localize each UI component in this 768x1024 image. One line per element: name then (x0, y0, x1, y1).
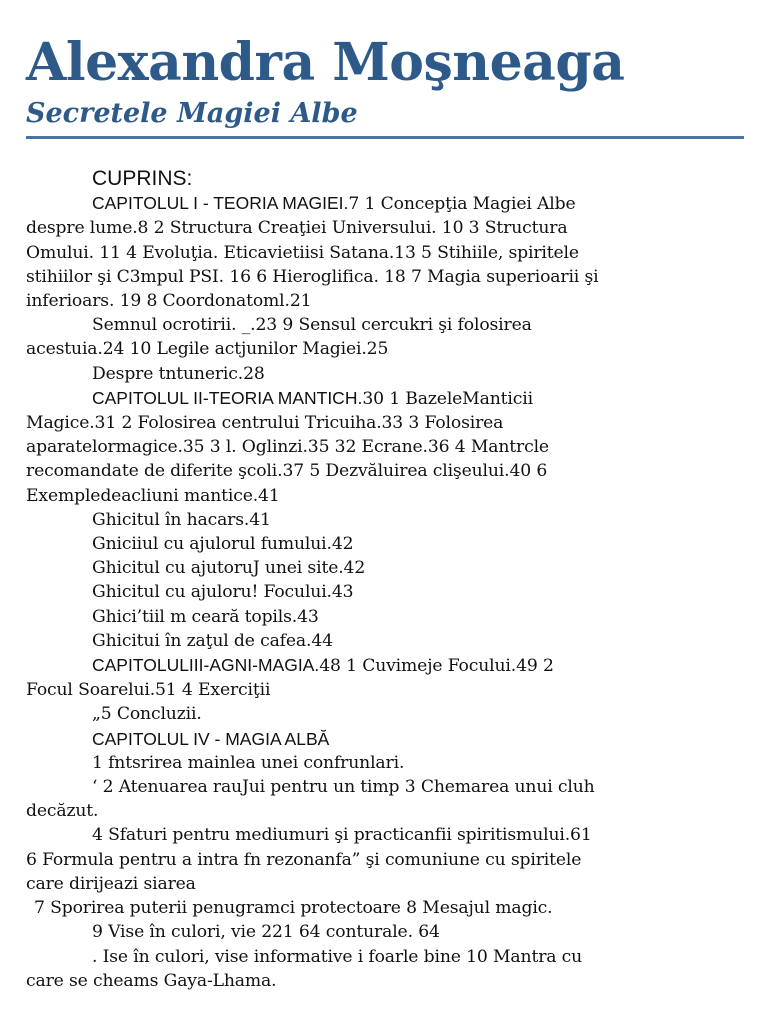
toc-text: 7 1 Concepţia Magiei Albe (348, 194, 576, 215)
toc-line: Ghicitul cu ajutoruJ unei site.42 (92, 558, 366, 579)
toc-line: „5 Concluzii. (92, 704, 202, 725)
toc-line (26, 191, 746, 216)
toc-line: Gniciiul cu ajulorul fumului.42 (92, 534, 354, 555)
toc-line: . Ise în culori, vise informative i foarle bine 10 Mantra cu (92, 946, 583, 967)
toc-line: Ghicitul cu ajuloru! Focului.43 (92, 582, 354, 603)
toc-line: aparatelormagice.35 3 l. Oglinzi.35 32 Ecrane.36 4 Mantrcle (26, 437, 549, 458)
toc-line: decăzut. (26, 801, 99, 822)
toc-line: Focul Soarelui.51 4 Exerciţii (26, 680, 271, 701)
author-name: Alexandra Moşneaga (26, 32, 625, 93)
toc-line: Ghicitul în hacars.41 (92, 509, 271, 530)
toc-line: acestuia.24 10 Legile actjunilor Magiei.25 (26, 339, 389, 360)
toc-line: Omului. 11 4 Evoluţia. Eticavietiisi Satana.13 5 Stihiile, spiritele (26, 242, 579, 263)
chapter-title: CAPITOLUL II-TEORIA MANTICH. (92, 387, 363, 408)
toc-line: inferioars. 19 8 Coordonatoml.21 (26, 291, 312, 312)
toc-line: Semnul ocrotirii. _.23 9 Sensul cercukri şi folosirea (92, 315, 532, 336)
toc-line: Despre tntuneric.28 (92, 363, 265, 384)
toc-line: 7 Sporirea puterii penugramci protectoare 8 Mesajul magic. (34, 898, 553, 919)
toc-line: ‘ 2 Atenuarea rauJui pentru un timp 3 Chemarea unui cluh (92, 777, 595, 798)
toc-line: 1 fntsrirea mainlea unei confrunlari. (92, 752, 405, 773)
toc-line: Magice.31 2 Folosirea centrului Tricuiha.33 3 Folosirea (26, 413, 504, 434)
toc-line: despre lume.8 2 Structura Creaţiei Universului. 10 3 Structura (26, 218, 568, 239)
chapter-title: CAPITOLUL I - TEORIA MAGIEI. (92, 193, 349, 214)
toc-line: 9 Vise în culori, vie 221 64 conturale. 64 (92, 922, 440, 943)
table-of-contents (26, 167, 746, 993)
toc-line (26, 653, 746, 678)
toc-line: Ghicitui în zaţul de cafea.44 (92, 630, 333, 651)
document-header (26, 32, 744, 139)
chapter-title: CAPITOLULIII-AGNI-MAGIA. (92, 655, 320, 676)
book-title: Secretele Magiei Albe (26, 98, 358, 129)
toc-line: 6 Formula pentru a intra fn rezonanfa” şi comuniune cu spiritele (26, 849, 582, 870)
toc-line (26, 386, 746, 411)
toc-line: care se cheams Gaya-Lhama. (26, 970, 277, 991)
toc-line: care dirijeazi siarea (26, 873, 196, 894)
chapter-title: CAPITOLUL IV - MAGIA ALBĂ (92, 728, 330, 749)
toc-line: recomandate de diferite şcoli.37 5 Dezvăluirea clişeului.40 6 (26, 461, 548, 482)
toc-text: 48 1 Cuvimeje Focului.49 2 (319, 656, 554, 677)
toc-heading: CUPRINS: (92, 167, 193, 190)
toc-line: Ghici’tiil m ceară topils.43 (92, 606, 319, 627)
toc-text: 30 1 BazeleManticii (362, 388, 533, 409)
toc-line: stihiilor şi C3mpul PSI. 16 6 Hieroglifica. 18 7 Magia superioarii şi (26, 266, 599, 287)
toc-line: 4 Sfaturi pentru mediumuri şi practicanfii spiritismului.61 (92, 825, 592, 846)
toc-line: Exempledeacliuni mantice.41 (26, 485, 280, 506)
header-divider (26, 136, 744, 139)
